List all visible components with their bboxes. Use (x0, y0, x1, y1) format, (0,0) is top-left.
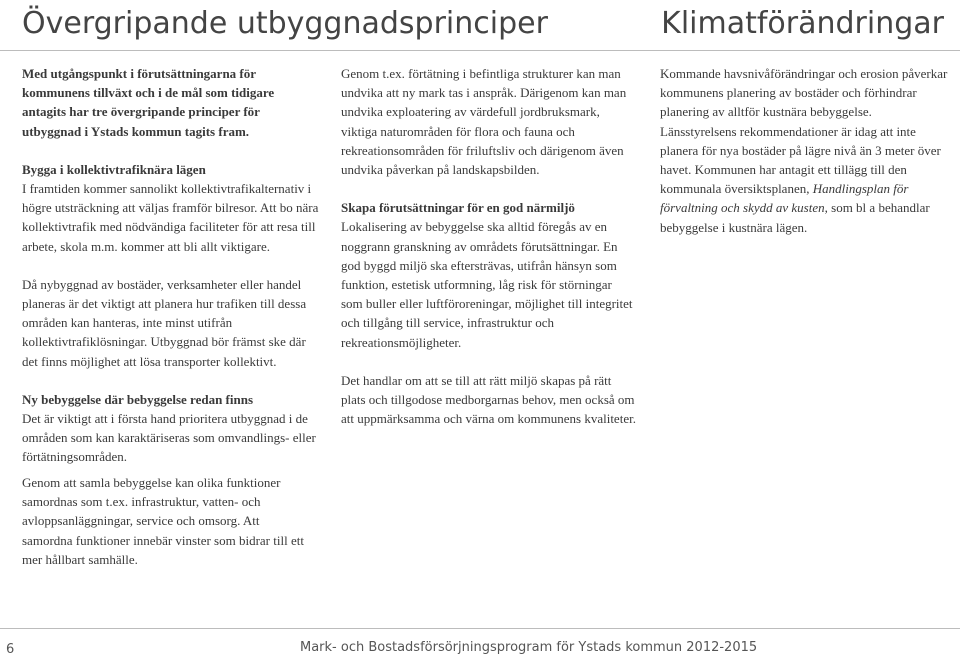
heading-public-transport: Bygga i kollektivtrafiknära lägen (22, 161, 206, 177)
heading-densification: Ny bebyggelse där bebyggelse redan finns (22, 391, 254, 407)
paragraph-local-environment: Lokalisering av bebyggelse ska alltid föregås av en noggrann granskning av områdets förutsättningar. En god byggd miljö ska eftersträvas, utifrån hänsyn som funktion, estetisk utformning, låg risk för störningar som buller eller luftföroreningar, möjlighet till integritet och tillgång till service, infrastruktur och rekreationsmöjligheter. (341, 219, 633, 350)
paragraph-right-environment: Det handlar om att se till att rätt miljö skapas på rätt plats och tillgodose medborgarnas behov, men också om att uppmärksamma och värna om kommunens kvaliteter. (341, 372, 636, 427)
page-title: Övergripande utbyggnadsprinciper (22, 6, 548, 41)
paragraph-densification: Det är viktigt att i första hand prioritera utbyggnad i de områden som kan karaktäriseras som omvandlings- eller förtätningsområden. (22, 411, 316, 465)
section-title-climate: Klimatförändringar (661, 6, 944, 41)
heading-local-environment: Skapa förutsättningar för en god närmiljö (341, 200, 575, 216)
paragraph-climate (660, 64, 948, 237)
paragraph-public-transport: I framtiden kommer sannolikt kollektivtrafikalternativ i högre utsträckning att väljas framför bilresor. Att bo nära kollektivtrafik med nödvändiga faciliteter för att resa till arbete, skola m.m. kommer att bli allt viktigare. (22, 181, 319, 254)
column-environment (341, 64, 636, 447)
coastal-plan-title: Handlingsplan för förvaltning och skydd av kusten, (660, 181, 909, 216)
footer-divider (0, 628, 960, 629)
paragraph-land-use: Genom t.ex. förtätning i befintliga strukturer kan man undvika att ny mark tas i anspråk. Därigenom kan man undvika exploatering av värdefull jordbruksmark, viktiga naturområden för flora och fauna och rekreationsområden för friluftsliv och därigenom även undvika påverkan på landskapsbilden. (341, 66, 627, 178)
intro-paragraph: Med utgångspunkt i förutsättningarna för kommunens tillväxt och i de mål som tidigare antagits har tre övergripande principer för utbyggnad i Ystads kommun tagits fram. (22, 66, 275, 139)
paragraph-coordination: Genom att samla bebyggelse kan olika funktioner samordnas som t.ex. infrastruktur, vatten- och avloppsanläggningar, service och omsorg. Att samordna funktioner innebär vinster som bidrar till ett mer hållbart samhälle. (22, 475, 304, 567)
page-number: 6 (6, 642, 15, 657)
column-principles (22, 64, 320, 486)
paragraph-traffic-planning: Då nybyggnad av bostäder, verksamheter eller handel planeras är det viktigt att planera hur trafiken till dessa områden kan hanteras, inte minst utifrån kollektivtrafiklösningar. Utbyggnad bör främst ske där det finns möjlighet att lösa transporter kollektivt. (22, 276, 307, 369)
climate-text-start: Kommande havsnivåförändringar och erosion påverkar kommunens planering av bostäder och förhindrar planering av alltför kustnära bebyggelse. Länsstyrelsens rekommendationer är idag att inte planera för nya bostäder på lägre nivå än 3 meter över havet. Kommunen har antagit ett tillägg till den kommunala översiktsplanen, (660, 66, 948, 197)
header-divider (0, 50, 960, 51)
footer-title: Mark- och Bostadsförsörjningsprogram för Ystads kommun 2012-2015 (300, 640, 758, 655)
climate-text-end: som bl a behandlar bebyggelse i kustnära lägen. (660, 200, 930, 235)
column-climate (660, 64, 948, 256)
